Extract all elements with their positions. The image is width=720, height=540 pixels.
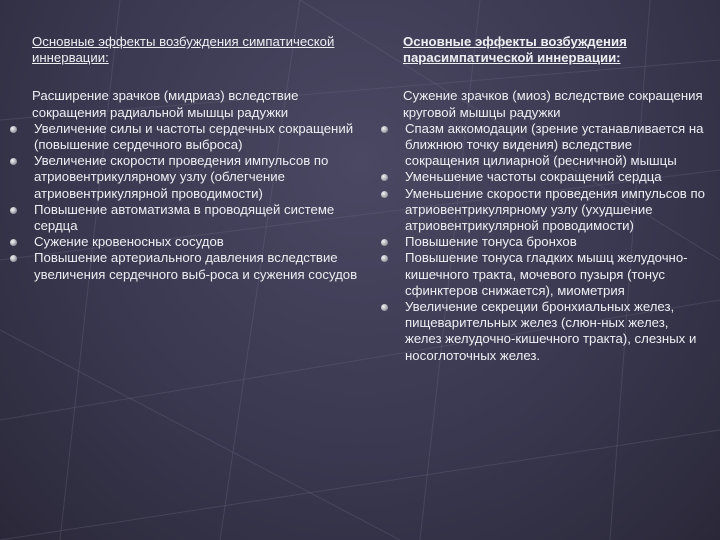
sympathetic-heading: Основные эффекты возбуждения симпатической иннервации: — [32, 34, 335, 66]
list-item: Уменьшение скорости проведения импульсов по атриовентрикулярному узлу (ухудшение атриовентрикулярной проводимости) — [393, 186, 708, 235]
list-item: Спазм аккомодации (зрение устанавливается на ближнюю точку видения) вследствие сокращения цилиарной (ресничной) мышцы — [393, 121, 708, 170]
parasympathetic-column — [393, 34, 708, 364]
bullet-icon — [10, 207, 17, 214]
sympathetic-column — [22, 34, 367, 283]
bullet-icon — [10, 126, 17, 133]
list-item: Повышение артериального давления вследствие увеличения сердечного выб-роса и сужения сосудов — [22, 250, 367, 282]
parasympathetic-list — [393, 121, 708, 364]
list-item: Увеличение скорости проведения импульсов по атриовентрикулярному узлу (облегчение атриовентрикулярной проводимости) — [22, 153, 367, 202]
parasympathetic-heading: Основные эффекты возбуждения парасимпатической иннервации: — [403, 34, 627, 66]
list-item: Повышение тонуса бронхов — [393, 234, 708, 250]
list-item: Увеличение силы и частоты сердечных сокращений (повышение сердечного выброса) — [22, 121, 367, 153]
parasympathetic-intro: Сужение зрачков (миоз) вследствие сокращения круговой мышцы радужки — [403, 88, 703, 120]
sympathetic-intro: Расширение зрачков (мидриаз) вследствие сокращения радиальной мышцы радужки — [32, 88, 299, 120]
bullet-icon — [381, 191, 388, 198]
list-item: Увеличение секреции бронхиальных желез, пищеварительных желез (слюн-ных желез, желез желудочно-кишечного тракта), слезных и носоглоточных желез. — [393, 299, 708, 364]
bullet-icon — [381, 126, 388, 133]
list-item: Уменьшение частоты сокращений сердца — [393, 169, 708, 185]
list-item: Сужение кровеносных сосудов — [22, 234, 367, 250]
sympathetic-list — [22, 121, 367, 283]
list-item: Повышение тонуса гладких мышц желудочно-кишечного тракта, мочевого пузыря (тонус сфинктеров снижается), миометрия — [393, 250, 708, 299]
list-item: Повышение автоматизма в проводящей системе сердца — [22, 202, 367, 234]
bullet-icon — [381, 304, 388, 311]
